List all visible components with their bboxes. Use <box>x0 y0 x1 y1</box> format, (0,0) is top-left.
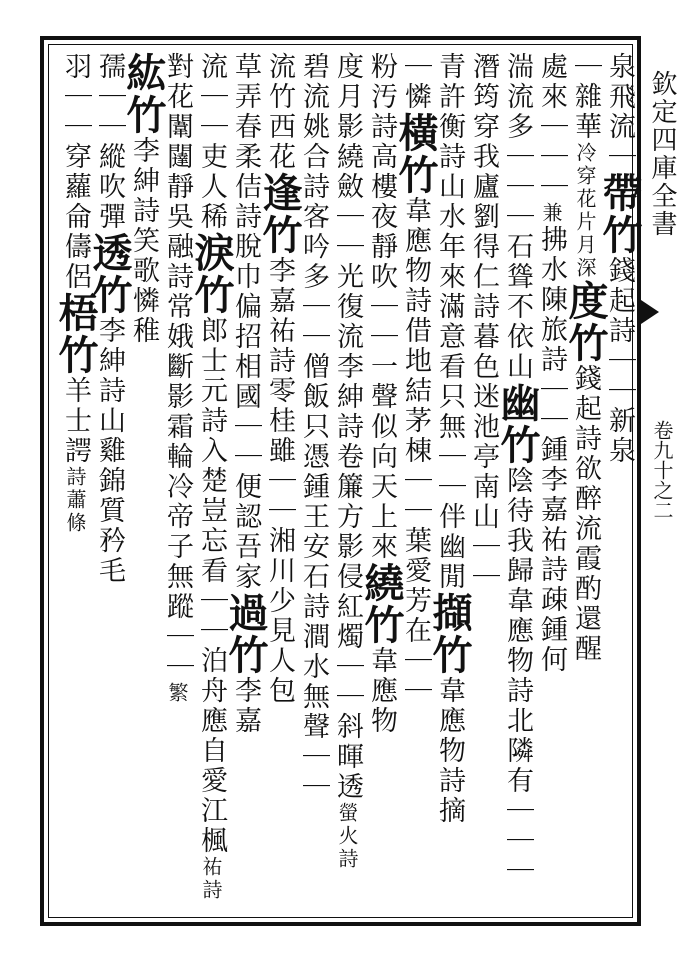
entry-text: 對花闈闥靜 <box>162 52 193 202</box>
text-column <box>256 52 303 912</box>
text-column <box>120 52 167 912</box>
entry-text: 葉愛芳在｜｜ <box>400 526 431 706</box>
entry-text: 青許衡詩山水年來滿意看只無｜｜伴幽閒 <box>434 52 465 592</box>
text-column <box>532 52 570 912</box>
entry-text: 韋應物 <box>366 646 397 736</box>
text-column <box>392 52 439 912</box>
text-column <box>86 52 133 912</box>
entry-heading: 透竹 <box>86 232 133 316</box>
entry-text: 錢起詩欲醉流霞酌還醒 <box>570 364 601 664</box>
entry-text: 詩蕭條 <box>63 466 87 535</box>
entry-text: 佶詩脫巾偏招相國｜｜便認吾家 <box>230 172 261 592</box>
entry-heading: 逢竹 <box>256 172 303 256</box>
entry-heading: 帶竹 <box>596 172 643 256</box>
text-column <box>494 52 541 912</box>
entry-text: 詩高樓夜靜吹｜｜一聲似向天上來 <box>366 112 397 562</box>
entry-text: 韋應物詩借地結茅棟｜｜ <box>400 196 431 526</box>
text-column <box>188 52 235 912</box>
text-column <box>158 52 196 912</box>
entry-text: 吳融詩常娥斷影霜輪冷帝子無蹤｜｜ <box>162 202 193 682</box>
text-column <box>562 52 609 912</box>
entry-text: 李紳詩山雞錦質矜毛 <box>94 316 125 586</box>
entry-text: 李嘉祐詩零桂雖｜｜湘川少見人包 <box>264 256 295 706</box>
entry-text: 螢火詩 <box>335 802 359 871</box>
entry-text: ｜雜華 <box>570 52 601 142</box>
entry-text: ｜｜鍾李嘉祐詩疎鍾何 <box>536 375 567 675</box>
entry-text: 李嘉 <box>230 676 261 736</box>
entry-text: 潛筠穿我廬劉得仁詩暮色迷池亭南山｜｜ <box>468 52 499 592</box>
entry-text: 繁 <box>165 682 189 705</box>
margin-book-title: 欽定四庫全書 <box>647 70 677 238</box>
entry-text: 泉飛流 <box>604 52 635 142</box>
entry-heading: 幽竹 <box>494 382 541 466</box>
text-column <box>222 52 269 912</box>
text-column <box>596 52 643 912</box>
entry-heading: 淚竹 <box>188 232 235 316</box>
entry-text: 韋應物詩摘 <box>434 676 465 826</box>
entry-text: 錢起詩｜｜新泉 <box>604 256 635 466</box>
entry-text: 處來｜｜｜ <box>536 52 567 202</box>
entry-text: 孺｜｜縱吹彈 <box>94 52 125 232</box>
text-column <box>464 52 502 912</box>
entry-text: 碧流姚合詩客吟多｜｜僧飯只憑鍾王安石詩澗水無聲｜｜ <box>298 52 329 802</box>
entry-text: 陰待我歸韋應物詩北隣有｜｜｜ <box>502 466 533 886</box>
entry-text: 拂水陳旅詩 <box>536 225 567 375</box>
entry-heading: 擷竹 <box>426 592 473 676</box>
entry-text: 湍流多｜｜｜石聳不依山 <box>502 52 533 382</box>
entry-text: 羽｜｜穿蘿侖儔侶 <box>60 52 91 292</box>
entry-heading: 繞竹 <box>358 562 405 646</box>
entry-text: 度月影繞斂｜｜光復流李紳詩卷簾方影侵紅燭｜｜斜暉透 <box>332 52 363 802</box>
entry-text: 流｜｜吏人稀 <box>196 52 227 232</box>
entry-text: 草弄春柔 <box>230 52 261 172</box>
entry-text: 羊士諤 <box>60 376 91 466</box>
margin-volume-number: 卷九十之二 <box>650 420 674 520</box>
entry-text: 祐詩 <box>199 856 223 902</box>
entry-text: 流竹西花 <box>264 52 295 172</box>
entry-text: ｜憐 <box>400 52 431 112</box>
text-column <box>52 52 99 912</box>
entry-text: 李紳詩笑歌憐稚 <box>128 136 159 346</box>
fish-tail-mark <box>641 300 659 324</box>
entry-heading: 紘竹 <box>120 52 167 136</box>
entry-heading: 度竹 <box>562 280 609 364</box>
entry-text: 冷穿花片月深 <box>573 142 597 280</box>
entry-text: ｜ <box>604 142 635 172</box>
entry-heading: 橫竹 <box>392 112 439 196</box>
entry-heading: 梧竹 <box>52 292 99 376</box>
entry-heading: 過竹 <box>222 592 269 676</box>
entry-text: 郎士元詩入楚豈忘看｜｜泊舟應自愛江楓 <box>196 316 227 856</box>
text-column <box>328 52 366 912</box>
entry-text: 兼 <box>539 202 563 225</box>
entry-text: 粉汚 <box>366 52 397 112</box>
text-column <box>358 52 405 912</box>
